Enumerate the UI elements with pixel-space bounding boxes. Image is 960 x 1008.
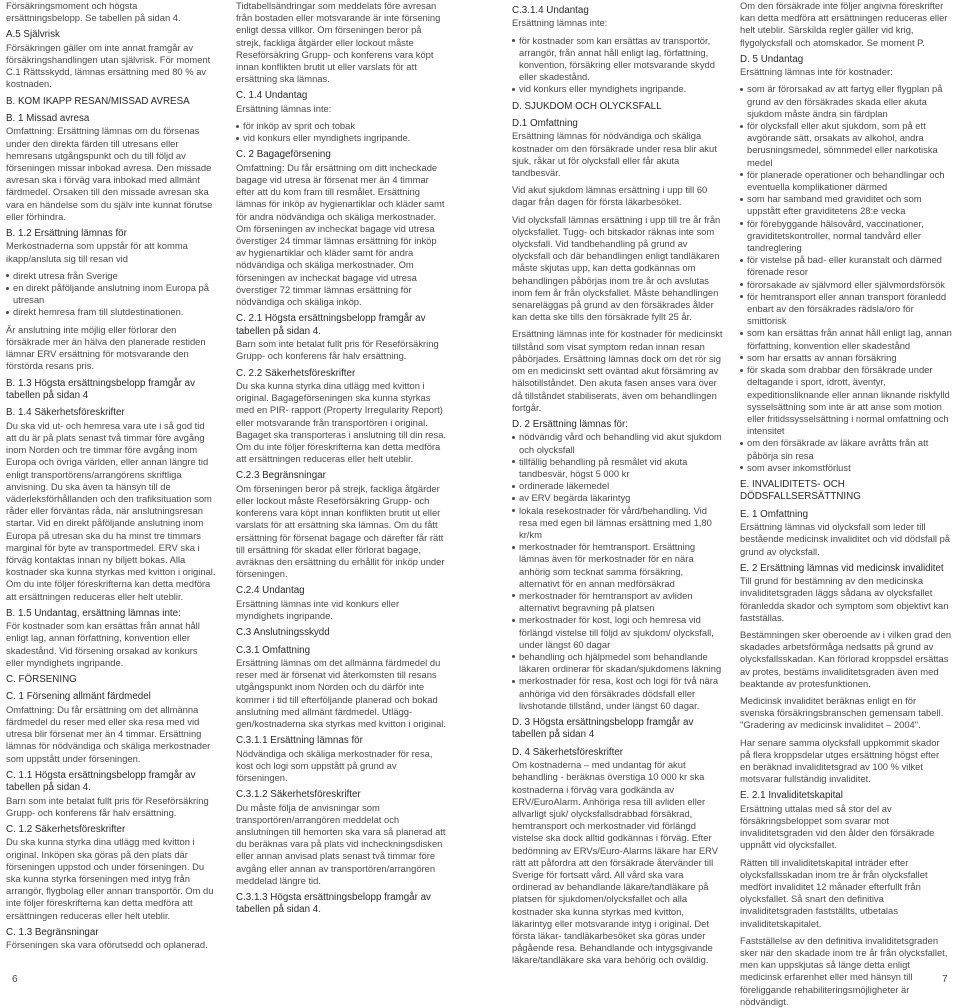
list-item: förorsakade av självmord eller självmordsförsök xyxy=(740,279,952,291)
section-heading: C.3.1 Omfattning xyxy=(236,644,311,656)
paragraph: Barn som inte betalat fullt pris för Reseförsäkring Grupp- och konferens får halv ersättning. xyxy=(236,338,439,362)
section-heading: C.3.1.2 Säkerhetsföreskrifter xyxy=(236,789,361,801)
section-heading: B. 1.2 Ersättning lämnas för xyxy=(6,228,127,240)
list-item: vid konkurs eller myndighets ingripande. xyxy=(236,132,448,144)
list-item: nödvändig vård och behandling vid akut sjukdom och olycksfall xyxy=(512,431,724,455)
text-column-2 xyxy=(236,0,448,970)
section-heading: D.1 Omfattning xyxy=(512,118,578,130)
list-item: för vistelse på bad- eller kuranstalt och därmed förenade resor xyxy=(740,254,952,278)
section-heading: D. SJUKDOM OCH OLYCKSFALL xyxy=(512,100,662,112)
list-item: direkt utresa från Sverige xyxy=(6,270,216,282)
paragraph: Tidtabellsändringar som meddelats före avresan från bostaden eller motsvarande är inte försening enligt dessa villkor. Om förseningen beror på strejk, fackliga åtgärder eller lockout måste Reseförsäkring Grupp- och konferens vara köpt innan konflikten brutit ut eller varslats för att ersättning ska lämnas. xyxy=(236,0,441,85)
paragraph: Du ska kunna styrka dina utlägg med kvitton i original. Inköpen ska göras på den plats där förseningen uppstod och under förseningen. Du ska kunna styrka förseningen med intyg från arrangör, flygbolag eller annan transportör. Om du inte följer föreskrifterna kan detta medföra att ersättningen reduceras eller helt uteblir. xyxy=(6,836,214,921)
paragraph: Omfattning: Du får ersättning om ditt incheckade bagage vid utresa är försenat mer än 4 timmar efter att du kom fram till resmålet. Ersättning lämnas för inköp av hygienartiklar och kläder samt för andra nödvändiga och skäliga merkostnader. Om förseningen av incheckat bagage vid utresa överstiger 24 timmar lämnas ersättning för inköp av hygienartiklar och kläder samt för andra nödvändiga och skäliga merkostnader. Om förseningen av incheckat bagage vid utresa överstiger 72 timmar lämnas ersättning för nödvändiga och skäliga inköp. xyxy=(236,161,445,308)
section-heading: B. 1.4 Säkerhetsföreskrifter xyxy=(6,407,125,419)
section-heading: C. 1.3 Begränsningar xyxy=(6,926,99,938)
section-heading: A.5 Självrisk xyxy=(6,29,60,41)
list-item: vid konkurs eller myndighets ingripande. xyxy=(512,83,724,95)
section-heading: C. 1.4 Undantag xyxy=(236,90,308,102)
paragraph: Ersättning lämnas inte: xyxy=(236,102,332,114)
section-heading: C.3 Anslutningsskydd xyxy=(236,627,330,639)
section-heading: D. 2 Ersättning lämnas för: xyxy=(512,418,628,430)
paragraph: Fastställelse av den definitiva invaliditetsgraden sker när den skadade inom tre år från olycksfallet, men kan uppskjutas så länge detta enligt medicinsk erfarenhet eller med hänsyn till föreliggande rehabiliteringsmöjligheter är nödvändigt. xyxy=(740,934,948,1007)
section-heading: C. 2.1 Högsta ersättningsbelopp framgår av tabellen på sidan 4. xyxy=(236,313,426,337)
section-heading: C. 1 Försening allmänt färdmedel xyxy=(6,691,151,703)
paragraph: Om den försäkrade inte följer angivna föreskrifter kan detta medföra att ersättningen reduceras eller helt uteblir. Särskilda regler gäller vid krig, flygolycksfall och atomskador. Se moment P. xyxy=(740,0,948,48)
text-column-1 xyxy=(6,0,216,970)
section-heading: C.2.3 Begränsningar xyxy=(236,470,326,482)
paragraph: Ersättning lämnas inte: xyxy=(512,17,608,29)
section-heading: D. 5 Undantag xyxy=(740,53,804,65)
section-heading: C. 2 Bagageförsening xyxy=(236,149,331,161)
section-heading: C.3.1.4 Undantag xyxy=(512,5,589,16)
paragraph: Ersättning lämnas inte vid konkurs eller myndighets ingripande. xyxy=(236,597,400,621)
paragraph: Nödvändiga och skäliga merkostnader för resa, kost och logi som uppstått på grund av förseningen. xyxy=(236,747,433,784)
paragraph: Medicinsk invaliditet beräknas enligt en för svenska försäkringsbranschen gemensam tabell. "Gradering av medicinsk invaliditet – 2004". xyxy=(740,694,944,731)
paragraph: Om kostnaderna – med undantag för akut behandling - beräknas överstiga 10 000 kr ska kostnaderna i förväg vara godkända av ERV/EuroAlarm. Anhöriga resa till avliden eller allvarligt sjuk/ olycksfallsdrabbad försäkrad, hemtransport och merkostnader vid förlängd vistelse ska dock alltid godkännas i förväg. Efter bedömning av ERVs/Euro-Alarms läkare har ERV rätt att påfordra att den försäkrade återvänder till Sverige för fortsatt vård. All vård ska vara ordinerad av behandlande läkare/tandläkare på platsen för sjukdomen/olycksfallet och alla kostnader ska kunna styrkas med kvitton, läkarintyg eller motsvarande intyg i original. Det första läkar- tandläkarbesöket ska göras under pågående resa. Behandlande och intygsgivande läkare/tandläkare ska vara behörig och oväldig. xyxy=(512,759,718,966)
list-item: lokala resekostnader för vård/behandling. Vid resa med egen bil lämnas ersättning med 1,80 kr/km xyxy=(512,505,724,542)
section-heading: C. 2.2 Säkerhetsföreskrifter xyxy=(236,367,356,379)
paragraph: Omfattning: Du får ersättning om det allmänna färdmedel du reser med eller ska resa med vid utresa blir försenat mer än 4 timmar. Ersättning lämnas för nödvändiga och skäliga merkostnader som uppstått under förseningen. xyxy=(6,703,211,764)
paragraph: Omfattning: Ersättning lämnas om du försenas under den direkta färden till utresans eller hemresans utgångspunkt och du till följd av förseningen missar inbokad avresa. Den missade avresan ska i förväg vara inbokad med allmänt färdmedel. Orsaken till den missade avresan ska vara en händelse som du själv inte kunnat förutse eller förhindra. xyxy=(6,125,213,222)
page-number-left: 6 xyxy=(12,974,18,985)
paragraph: Försäkringen gäller om inte annat framgår av försäkringshandlingen utan självrisk. För moment C.1 Rättsskydd, lämnas ersättning med 80 % av kostnaden. xyxy=(6,41,211,90)
list-item: av ERV begärda läkarintyg xyxy=(512,492,724,504)
section-heading: B. 1.3 Högsta ersättningsbelopp framgår av tabellen på sidan 4 xyxy=(6,377,195,401)
section-heading: D. 4 Säkerhetsföreskrifter xyxy=(512,746,624,758)
paragraph: Till grund för bestämning av den medicinska invaliditetsgraden läggs sådana av olycksfallet föranledda skador och symptom som objektivt kan fastställas. xyxy=(740,575,949,623)
list-item: för planerade operationer och behandlingar och eventuella komplikationer därmed xyxy=(740,169,952,193)
list-item: som avser inkomstförlust xyxy=(740,462,952,474)
list-item: om den försäkrade av läkare avråtts från att påbörja sin resa xyxy=(740,437,952,461)
paragraph: Är anslutning inte möjlig eller förlorar den försäkrade mer än hälva den planerade restiden lämnar ERV ersättning för motsvarande den förstörda resans pris. xyxy=(6,323,206,372)
section-heading: E. 1 Omfattning xyxy=(740,508,809,520)
paragraph: Du måste följa de anvisningar som transportören/arrangören meddelat och anslutningen till hemorten ska vara så planerad att du beräknas vara på plats vid incheckningsdisken eller annan anvisad plats senast två timmar före avgång eller annan av transportören/arrangören meddelad längre tid. xyxy=(236,801,446,886)
section-heading: B. 1 Missad avresa xyxy=(6,113,90,125)
paragraph: Rätten till invaliditetskapital inträder efter olycksfallsskadan inom tre år från olycksfallet medfört invaliditet 12 månader efterfullt från olycksfallet. Så snart den definitiva invaliditetsgraden fastställts, utbetalas invaliditetskapitalet. xyxy=(740,856,928,929)
section-heading: D. 3 Högsta ersättningsbelopp framgår av tabellen på sidan 4 xyxy=(512,716,694,741)
list-item: merkostnader för kost, logi och hemresa vid förlängd vistelse till följd av sjukdom/ olycksfall, under längst 60 dagar xyxy=(512,614,724,651)
bullet-list xyxy=(236,120,448,144)
bullet-list xyxy=(6,270,216,319)
list-item: för olycksfall eller akut sjukdom, som på ett avgörande sätt, orsakats av alkohol, andra berusningsmedel, sömnmedel eller narkotiska medel xyxy=(740,120,952,169)
section-heading: E. 2 Ersättning lämnas vid medicinsk invaliditet xyxy=(740,562,944,574)
paragraph: Ersättning lämnas om det allmänna färdmedel du reser med är försenat vid återkomsten till resans utgångspunkt inom Norden och du därför inte kommer i tid till efterföljande planerad och bokad anslutning med allmänt färdmedel. Utlägg- gen/kostnaderna ska styrkas med kvitton i original. xyxy=(236,656,446,729)
section-heading: C. 1.2 Säkerhetsföreskrifter xyxy=(6,824,126,836)
text-column-4 xyxy=(740,0,952,1007)
list-item: för skada som drabbar den försäkrade under deltagande i sport, idrott, äventyr, expeditionsliknande eller annan liknande riskfylld sysselsättning som inte är att anse som motion eller fritidssysselsättning i normal omfattning och intensitet xyxy=(740,364,952,437)
list-item: för förebyggande hälsovård, vaccinationer, graviditetskontroller, normal tandvård eller tandreglering xyxy=(740,218,952,255)
paragraph: Har senare samma olycksfall uppkommit skador på flera kroppsdelar utges ersättning högst efter en beräknad invaliditetsgrad av 100 % vilket motsvarar fullständig invaliditet. xyxy=(740,736,940,785)
paragraph: Om förseningen beror på strejk, fackliga åtgärder eller lockout måste Reseförsäkring Grupp- och konferens vara köpt innan konflikten brutit ut eller varslats för att ersättning ska lämnas. Om du fått ersättning för försenat bagage och därefter får rätt till ersättning för skadat eller förlorat bagage, avräknas den ersättning du erhållit för inköp under förseningen. xyxy=(236,482,445,580)
list-item: för kostnader som kan ersättas av transportör, arrangör, från annat håll enligt lag, författning, konvention, försäkring eller motsvarande skydd eller skadestånd. xyxy=(512,35,724,84)
list-item: för hemtransport eller annan transport föranledd enbart av den försäkrades rädsla/oro för smittorisk xyxy=(740,291,952,328)
text-column-3 xyxy=(512,0,724,970)
paragraph: Barn som inte betalat fullt pris för Reseförsäkring Grupp- och konferens får halv ersättning. xyxy=(6,794,209,818)
section-heading: E. INVALIDITETS- OCH DÖDSFALLSERSÄTTNING xyxy=(740,478,861,503)
list-item: ordinerade läkemedel xyxy=(512,480,724,492)
paragraph: Ersättning lämnas för nödvändiga och skäliga kostnader om den försäkrade under resa blir akut sjuk, råkar ut för olycksfall eller får akuta tandbesvär. xyxy=(512,130,717,179)
paragraph: Bestämningen sker oberoende av i vilken grad den skadades arbetsförmåga nedsatts på grund av olycksfallsskadan. Kan förlorad kroppsdel ersättas av protes, bestäms invaliditetsgraden även med beaktande av protesfunktionen. xyxy=(740,628,952,689)
paragraph: Vid olycksfall lämnas ersättning i upp till tre år från olycksfallet. Tugg- och bitskador räknas inte som olycksfall. Vid tandbehandling på grund av olycksfall och där behandlingen enligt tandläkaren måste skjutas upp, kan detta godkännas om behandlingen påbörjas inom tre år och avslutas inom fem år från olycksfallet. Måste behandlingen senareläggas på grund av den försäkrades ålder kan detta ske tills den försäkrade fyllt 25 år. xyxy=(512,213,721,323)
list-item: som är förorsakad av att fartyg eller flygplan på grund av den försäkrades skada eller akuta sjukdom måste ändra sin färdplan xyxy=(740,83,952,120)
list-item: som har samband med graviditet och som uppstått efter graviditetens 28:e vecka xyxy=(740,193,952,217)
bullet-list xyxy=(512,35,724,96)
section-heading: E. 2.1 Invaliditetskapital xyxy=(740,790,843,802)
list-item: en direkt påföljande anslutning inom Europa på utresan xyxy=(6,282,216,306)
paragraph: Du ska vid ut- och hemresa vara ute i så god tid att du är på plats senast två timmar före avgång inom Norden och tre timmar före avgång inom Europa och övriga världen, eller annan längre tid enligt transportörens/arrangörens skriftliga anvisning. Du ska även ta hänsyn till de väderleksförhållanden och den trafiksituation som råder eller förväntas råda, när anslutningsresan startar. Vid en direkt påföljande anslutning inom Europa på utresan ska du ha minst tre timmars marginal för byte av transportmedel. ERV ska i förväg kontaktas innan ny biljett bokas. Alla kostnader ska kunna styrkas med kvitton i original. Om du inte följer föreskrifterna kan detta medföra att ersättningen reduceras eller helt uteblir. xyxy=(6,419,216,602)
paragraph: Försäkringsmoment och högsta ersättningsbelopp. Se tabellen på sidan 4. xyxy=(6,0,181,24)
list-item: direkt hemresa fram till slutdestinationen. xyxy=(6,306,216,318)
list-item: tillfällig behandling på resmålet vid akuta tandbesvär, högst 5 000 kr xyxy=(512,456,724,480)
section-heading: C.2.4 Undantag xyxy=(236,585,305,597)
paragraph: Ersättning lämnas inte för kostnader: xyxy=(740,66,893,78)
list-item: som har ersatts av annan försäkring xyxy=(740,352,952,364)
paragraph: Förseningen ska vara oförutsedd och oplanerad. xyxy=(6,939,208,951)
paragraph: För kostnader som kan ersättas från annat håll enligt lag, annan författning, konvention eller skadestånd. Vid försening orsakad av konkurs eller myndighets ingripande. xyxy=(6,620,200,668)
paragraph: Du ska kunna styrka dina utlägg med kvitton i original. Bagageförseningen ska kunna styrkas med en PIR- rapport (Property Irregularity Report) eller motsvarande från transportören i original. Bagaget ska transporteras i anslutning till din resa. Om du inte följer föreskrifterna kan detta medföra att ersättningen reduceras eller helt uteblir. xyxy=(236,379,447,465)
section-heading: B. 1.5 Undantag, ersättning lämnas inte: xyxy=(6,607,181,619)
section-heading: B. KOM IKAPP RESAN/MISSAD AVRESA xyxy=(6,95,190,107)
section-heading: C.3.1.3 Högsta ersättningsbelopp framgår av tabellen på sidan 4. xyxy=(236,892,431,916)
page-number-right: 7 xyxy=(942,974,948,985)
list-item: som kan ersättas från annat håll enligt lag, annan författning, konvention eller skadestånd xyxy=(740,327,952,351)
paragraph: Ersättning lämnas inte för kostnader för medicinskt tillstånd som visat symptom redan innan resan påbörjades. Ersättning lämnas dock om det rör sig om en medicinskt sett oväntad akut försämring av hälsotillståndet. Den akuta fasen anses vara över då tillståndet stabiliserats, även om behandlingen fortgår. xyxy=(512,328,723,413)
paragraph: Merkostnaderna som uppstår för att komma ikapp/ansluta sig till resan vid xyxy=(6,240,188,264)
paragraph: Ersättning uttalas med så stor del av försäkringsbeloppet som svarar mot invaliditetsgraden vid den ålder den försäkrade uppnått vid olycksfallet. xyxy=(740,802,935,851)
paragraph: Ersättning lämnas vid olycksfall som leder till bestående medicinsk invaliditet och vid dödsfall på grund av olycksfall. xyxy=(740,521,951,557)
list-item: merkostnader för hemtransport av avliden alternativt begravning på platsen xyxy=(512,590,724,614)
section-heading: C. 1.1 Högsta ersättningsbelopp framgår av tabellen på sidan 4. xyxy=(6,769,196,794)
list-item: merkostnader för hemtransport. Ersättning lämnas även för merkostnader för en nära anhörig som tecknat samma försäkring, alternativt för en annan medförsäkrad xyxy=(512,541,724,590)
list-item: för inköp av sprit och tobak xyxy=(236,120,448,132)
section-heading: C.3.1.1 Ersättning lämnas för xyxy=(236,735,363,747)
section-heading: C. FÖRSENING xyxy=(6,673,77,685)
list-item: behandling och hjälpmedel som behandlande läkaren ordinerar för skadan/sjukdomens läkning xyxy=(512,651,724,675)
list-item: merkostnader för resa, kost och logi för två nära anhöriga vid den försäkrades dödsfall eller livshotande tillstånd, under längst 60 dagar. xyxy=(512,675,724,712)
bullet-list xyxy=(512,431,724,712)
paragraph: Vid akut sjukdom lämnas ersättning i upp till 60 dagar från dagen för första läkarbesöket. xyxy=(512,184,708,208)
bullet-list xyxy=(740,83,952,474)
